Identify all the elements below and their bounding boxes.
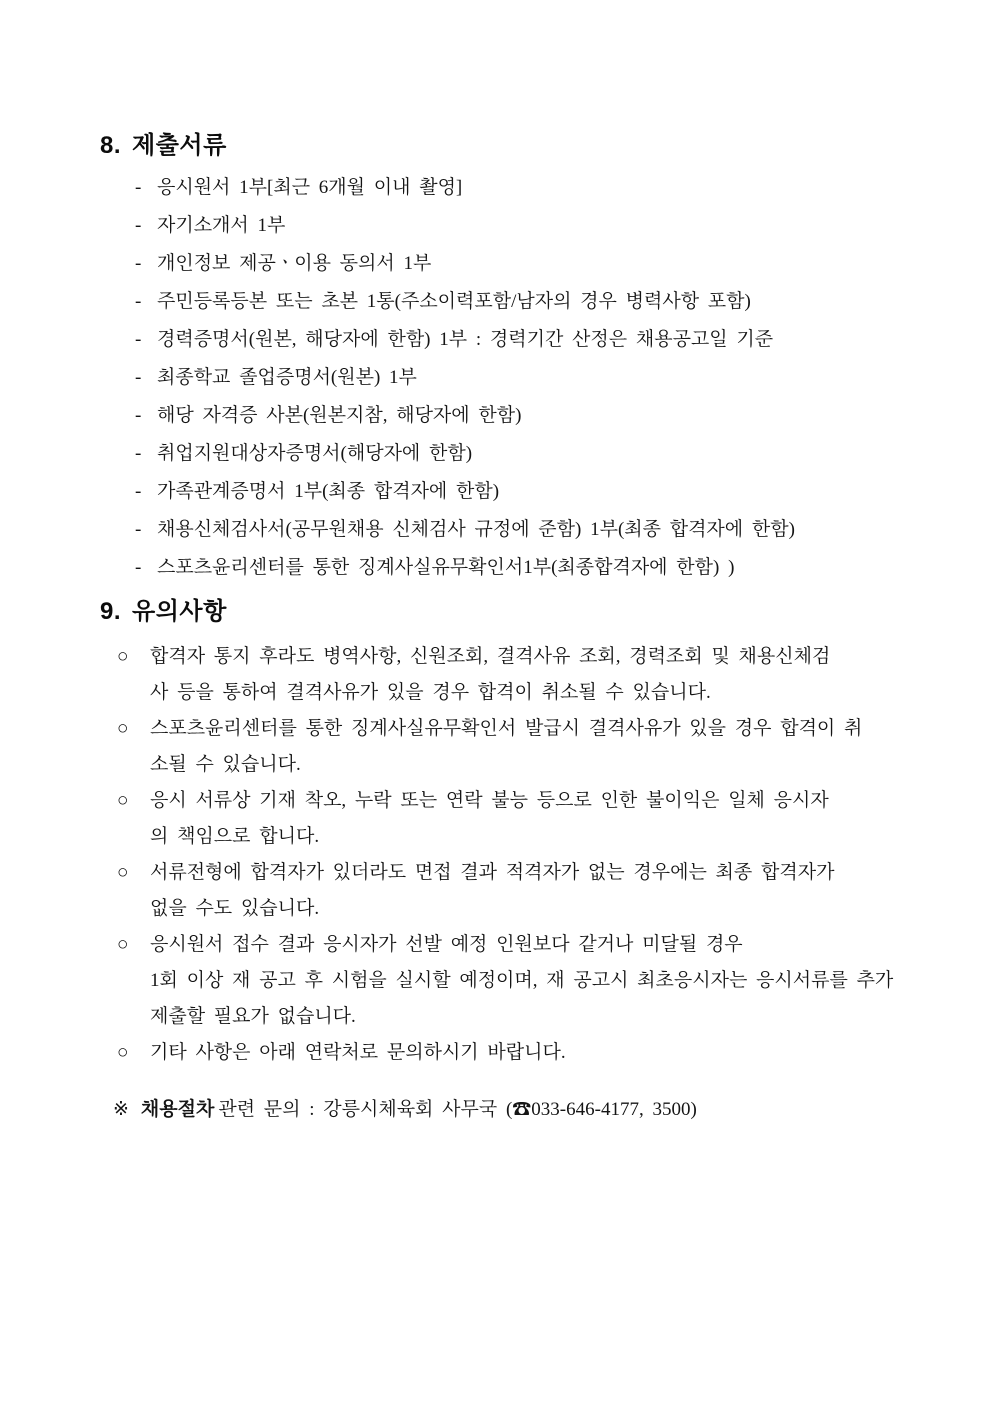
notice-item xyxy=(117,927,922,1035)
list-item xyxy=(135,473,922,511)
notice-item xyxy=(117,783,922,855)
section9-title: 유의사항 xyxy=(132,598,227,625)
section8-number: 8. xyxy=(100,132,122,159)
notice-line: 소될 수 있습니다. xyxy=(150,754,301,775)
section-notices xyxy=(100,596,922,1071)
dash-bullet: - xyxy=(135,443,142,464)
notice-item xyxy=(117,711,922,783)
notice-line: 합격자 통지 후라도 병역사항, 신원조회, 결격사유 조회, 경력조회 및 채용신체검 xyxy=(150,646,831,667)
dash-bullet: - xyxy=(135,405,142,426)
notice-line: 기타 사항은 아래 연락처로 문의하시기 바랍니다. xyxy=(150,1042,566,1063)
circle-bullet: ○ xyxy=(117,1042,129,1063)
dash-bullet: - xyxy=(135,557,142,578)
notice-lines xyxy=(150,855,922,927)
list-item-text: 응시원서 1부[최근 6개월 이내 촬영] xyxy=(157,177,463,198)
notice-line: 제출할 필요가 없습니다. xyxy=(150,1006,356,1027)
list-item xyxy=(135,207,922,245)
notice-lines xyxy=(150,783,922,855)
list-item-text: 취업지원대상자증명서(해당자에 한함) xyxy=(157,443,473,464)
dash-bullet: - xyxy=(135,519,142,540)
notice-line: 사 등을 통하여 결격사유가 있을 경우 합격이 취소될 수 있습니다. xyxy=(150,682,711,703)
circle-bullet: ○ xyxy=(117,790,129,811)
dash-bullet: - xyxy=(135,291,142,312)
notice-line: 의 책임으로 합니다. xyxy=(150,826,320,847)
list-item xyxy=(135,435,922,473)
notice-line: 응시 서류상 기재 착오, 누락 또는 연락 불능 등으로 인한 불이익은 일체 응시자 xyxy=(150,790,829,811)
list-item-text: 가족관계증명서 1부(최종 합격자에 한함) xyxy=(157,481,500,502)
contact-note-label: 채용절차 xyxy=(140,1099,215,1120)
notice-item xyxy=(117,1035,922,1071)
section9-list xyxy=(117,639,922,1071)
circle-bullet: ○ xyxy=(117,646,129,667)
circle-bullet: ○ xyxy=(117,862,129,883)
list-item xyxy=(135,359,922,397)
notice-item xyxy=(117,639,922,711)
contact-note xyxy=(113,1095,922,1125)
list-item-text: 자기소개서 1부 xyxy=(157,215,286,236)
notice-line: 1회 이상 재 공고 후 시험을 실시할 예정이며, 재 공고시 최초응시자는 응시서류를 추가 xyxy=(150,970,894,991)
circle-bullet: ○ xyxy=(117,934,129,955)
notice-lines xyxy=(150,927,922,1035)
dash-bullet: - xyxy=(135,215,142,236)
notice-lines xyxy=(150,1035,922,1071)
list-item-text: 해당 자격증 사본(원본지참, 해당자에 한함) xyxy=(157,405,522,426)
list-item xyxy=(135,397,922,435)
notice-line: 응시원서 접수 결과 응시자가 선발 예정 인원보다 같거나 미달될 경우 xyxy=(150,934,743,955)
list-item-text: 개인정보 제공ㆍ이용 동의서 1부 xyxy=(157,253,432,274)
list-item xyxy=(135,321,922,359)
section9-number: 9. xyxy=(100,598,122,625)
notice-line: 없을 수도 있습니다. xyxy=(150,898,320,919)
list-item-text: 최종학교 졸업증명서(원본) 1부 xyxy=(157,367,417,388)
dash-bullet: - xyxy=(135,367,142,388)
notice-item xyxy=(117,855,922,927)
reference-mark: ※ xyxy=(113,1099,129,1120)
list-item-text: 채용신체검사서(공무원채용 신체검사 규정에 준함) 1부(최종 합격자에 한함) xyxy=(157,519,795,540)
dash-bullet: - xyxy=(135,329,142,350)
dash-bullet: - xyxy=(135,481,142,502)
section8-heading xyxy=(100,130,922,162)
contact-note-text: 관련 문의 : 강릉시체육회 사무국 (☎033-646-4177, 3500) xyxy=(218,1099,697,1120)
list-item xyxy=(135,549,922,587)
list-item-text: 경력증명서(원본, 해당자에 한함) 1부 : 경력기간 산정은 채용공고일 기준 xyxy=(157,329,774,350)
notice-lines xyxy=(150,711,922,783)
notice-line: 서류전형에 합격자가 있더라도 면접 결과 적격자가 없는 경우에는 최종 합격자가 xyxy=(150,862,835,883)
section8-title: 제출서류 xyxy=(132,132,227,159)
dash-bullet: - xyxy=(135,177,142,198)
dash-bullet: - xyxy=(135,253,142,274)
list-item xyxy=(135,245,922,283)
list-item xyxy=(135,283,922,321)
list-item-text: 주민등록등본 또는 초본 1통(주소이력포함/남자의 경우 병력사항 포함) xyxy=(157,291,751,312)
section9-heading xyxy=(100,596,922,628)
section-submission-documents xyxy=(100,130,922,587)
list-item-text: 스포츠윤리센터를 통한 징계사실유무확인서1부(최종합격자에 한함) ) xyxy=(157,557,735,578)
notice-lines xyxy=(150,639,922,711)
list-item xyxy=(135,169,922,207)
list-item xyxy=(135,511,922,549)
notice-line: 스포츠윤리센터를 통한 징계사실유무확인서 발급시 결격사유가 있을 경우 합격이 취 xyxy=(150,718,863,739)
circle-bullet: ○ xyxy=(117,718,129,739)
section8-list xyxy=(135,169,922,587)
